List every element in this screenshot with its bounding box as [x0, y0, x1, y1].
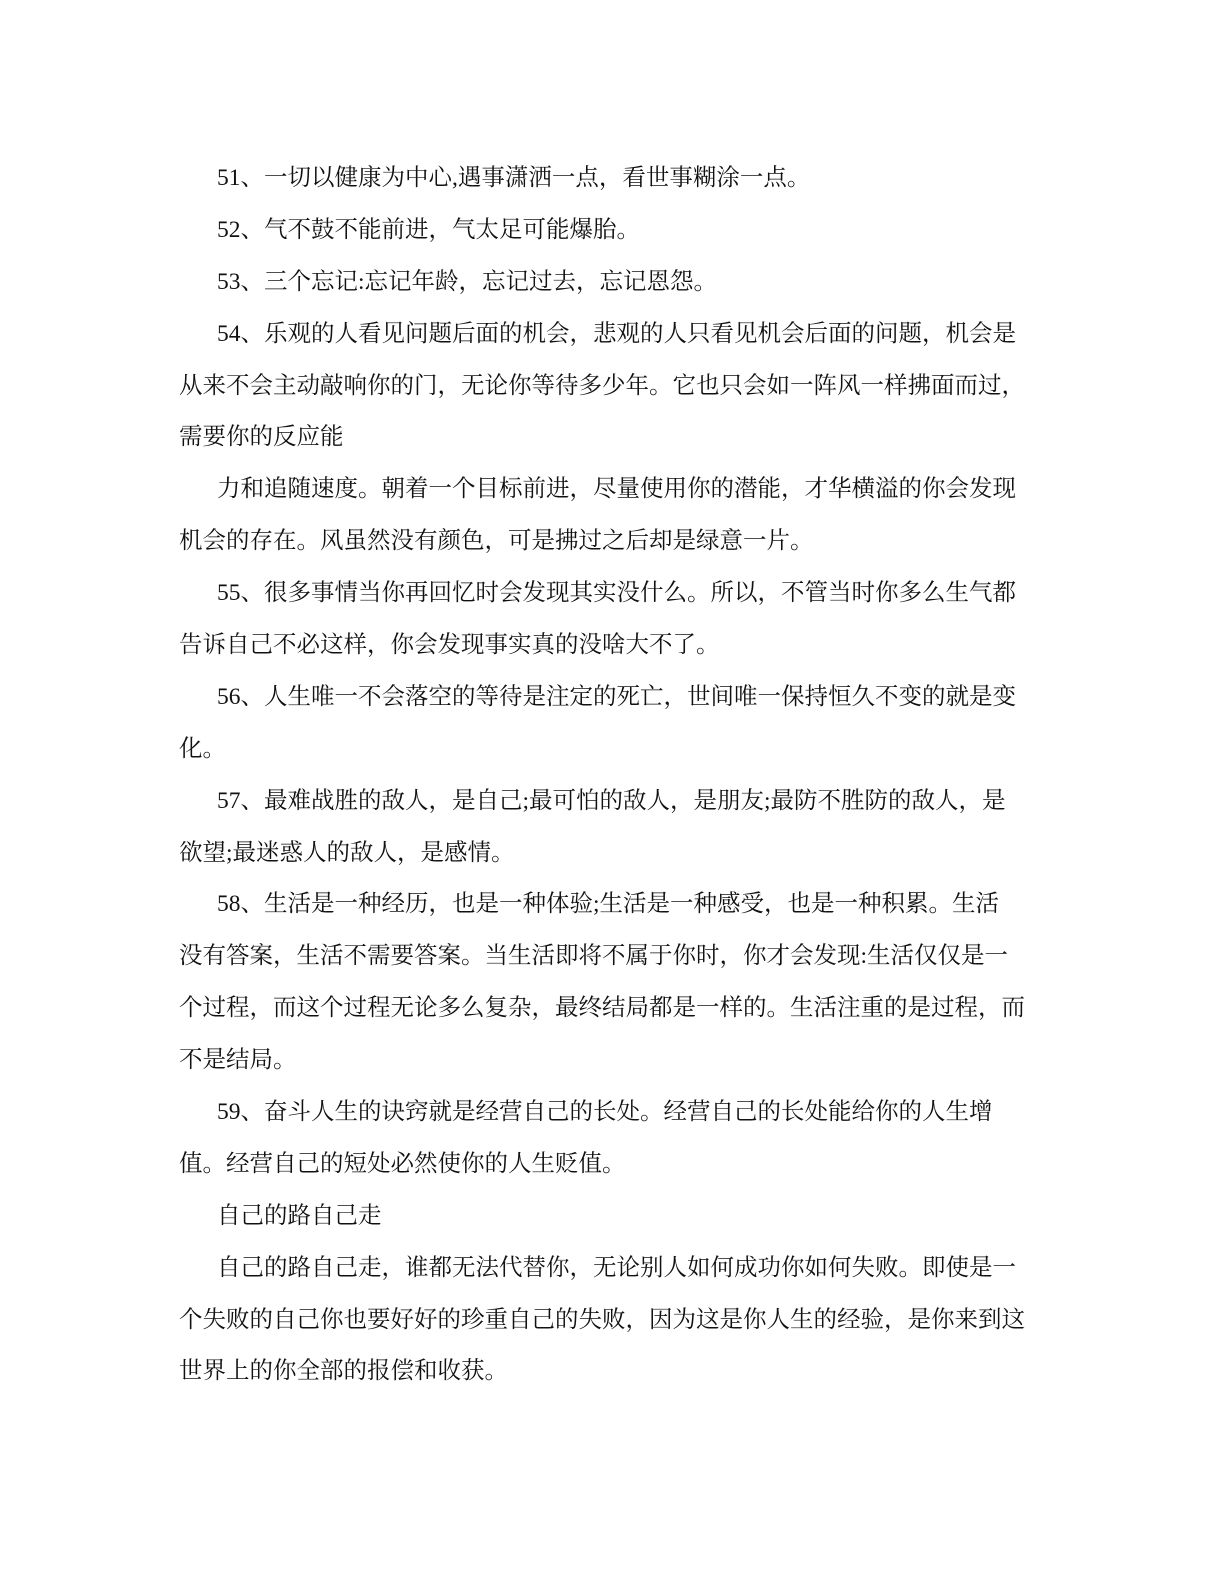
text-line: 没有答案，生活不需要答案。当生活即将不属于你时，你才会发现:生活仅仅是一 [179, 943, 1009, 970]
text-line: 值。经营自己的短处必然使你的人生贬值。 [179, 1150, 626, 1177]
text-line: 56、人生唯一不会落空的等待是注定的死亡，世间唯一保持恒久不变的就是变 [217, 683, 1016, 710]
text-line: 52、气不鼓不能前进，气太足可能爆胎。 [217, 216, 640, 243]
text-line: 欲望;最迷惑人的敌人，是感情。 [179, 839, 515, 866]
text-line: 机会的存在。风虽然没有颜色，可是拂过之后却是绿意一片。 [179, 528, 814, 555]
text-line: 个过程，而这个过程无论多么复杂，最终结局都是一样的。生活注重的是过程，而 [179, 995, 1025, 1022]
text-line: 51、一切以健康为中心,遇事潇洒一点，看世事糊涂一点。 [217, 165, 811, 191]
text-line: 不是结局。 [179, 1047, 297, 1074]
text-line: 54、乐观的人看见问题后面的机会，悲观的人只看见机会后面的问题，机会是 [217, 320, 1016, 347]
text-line: 59、奋斗人生的诀窍就是经营自己的长处。经营自己的长处能给你的人生增 [217, 1099, 993, 1126]
text-line: 化。 [179, 735, 226, 762]
text-line: 从来不会主动敲响你的门，无论你等待多少年。它也只会如一阵风一样拂面而过， [179, 372, 1025, 399]
text-line: 需要你的反应能 [179, 424, 344, 451]
text-line: 力和追随速度。朝着一个目标前进，尽量使用你的潜能，才华横溢的你会发现 [217, 476, 1016, 503]
text-line: 55、很多事情当你再回忆时会发现其实没什么。所以，不管当时你多么生气都 [217, 580, 1016, 607]
text-line: 53、三个忘记:忘记年龄，忘记过去，忘记恩怨。 [217, 268, 718, 295]
document-body [179, 153, 1049, 1398]
text-line: 57、最难战胜的敌人，是自己;最可怕的敌人，是朋友;最防不胜防的敌人，是 [217, 787, 1006, 814]
text-line: 58、生活是一种经历，也是一种体验;生活是一种感受，也是一种积累。生活 [217, 891, 1000, 918]
text-line: 自己的路自己走，谁都无法代替你，无论别人如何成功你如何失败。即使是一 [217, 1254, 1016, 1281]
text-line: 告诉自己不必这样，你会发现事实真的没啥大不了。 [179, 632, 720, 659]
text-line: 自己的路自己走 [217, 1202, 382, 1229]
text-line: 个失败的自己你也要好好的珍重自己的失败，因为这是你人生的经验，是你来到这 [179, 1306, 1025, 1333]
text-line: 世界上的你全部的报偿和收获。 [179, 1358, 508, 1385]
